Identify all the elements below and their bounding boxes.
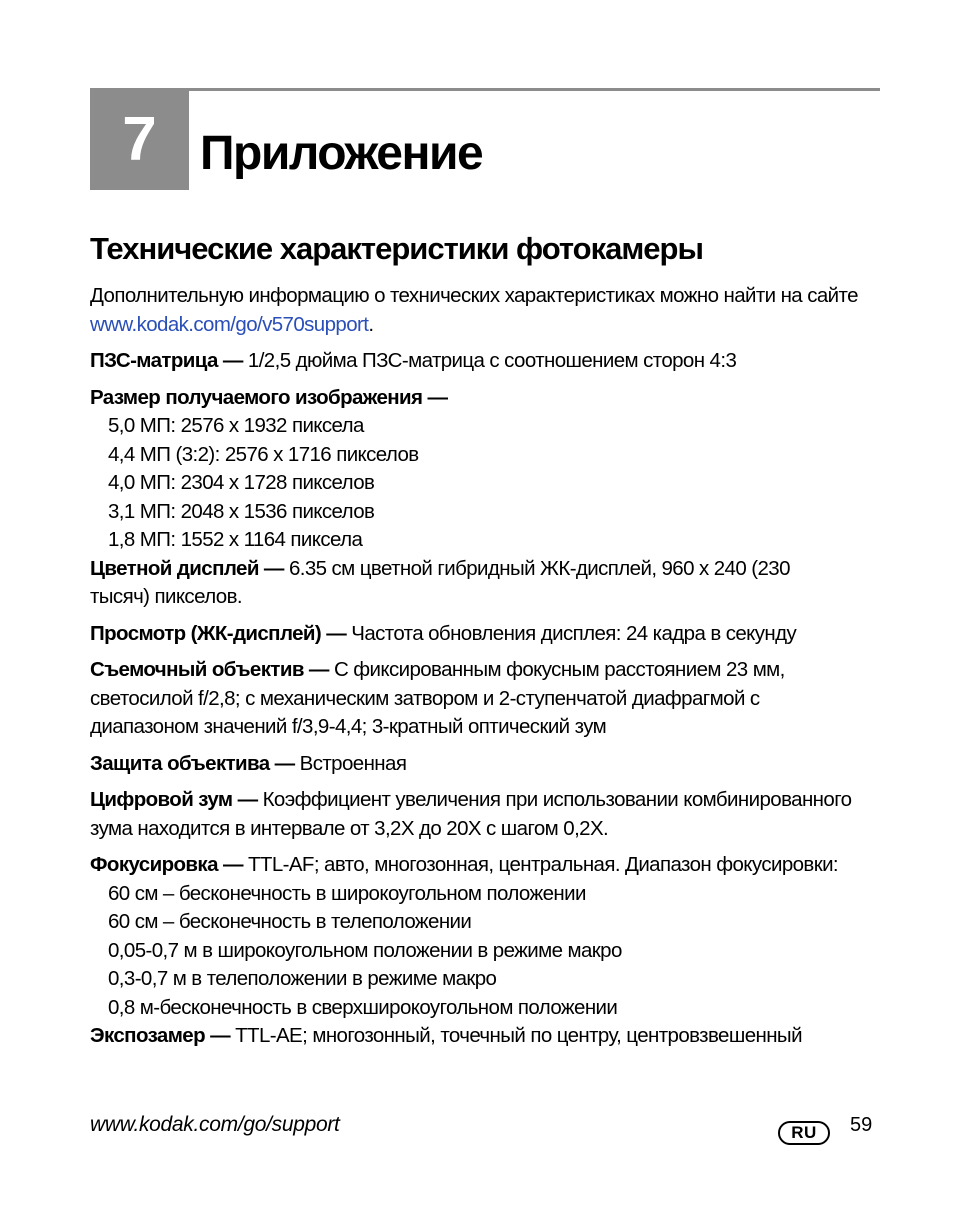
image-size-list	[90, 412, 890, 555]
spec-desc: 1/2,5 дюйма ПЗС-матрица с соотношением сторон 4:3	[242, 349, 737, 372]
spec-desc: Встроенная	[294, 751, 407, 775]
spec-term: Размер получаемого изображения —	[90, 385, 448, 409]
list-item: 5,0 МП: 2576 x 1932 пиксела	[108, 414, 364, 437]
focus-range-list	[90, 880, 890, 1023]
spec-term: Экспозамер —	[90, 1024, 231, 1047]
spec-term: Защита объектива —	[90, 751, 295, 775]
spec-desc: С фиксированным фокусным расстоянием 23 мм, светосилой f/2,8; с механическим затвором и 2-ступенчатой диафрагмой с диапазоном значений f/3,9-4,4; 3-кратный оптический зум	[90, 658, 785, 738]
spec-focus	[90, 851, 890, 880]
intro-text-end: .	[368, 312, 374, 336]
spec-content	[90, 282, 890, 1059]
chapter-number-box	[90, 88, 189, 190]
spec-metering	[90, 1022, 890, 1051]
footer-url[interactable]: www.kodak.com/go/support	[90, 1113, 340, 1136]
language-code: RU	[791, 1123, 817, 1142]
page-number: 59	[850, 1114, 873, 1136]
list-item: 1,8 МП: 1552 x 1164 пиксела	[108, 528, 363, 551]
spec-desc: Коэффициент увеличения при использовании комбинированного зума находится в интервале от 3,2X до 20X с шагом 0,2X.	[90, 788, 852, 840]
spec-desc: TTL-AE; многозонный, точечный по центру, центровзвешенный	[230, 1024, 802, 1047]
list-item: 4,4 МП (3:2): 2576 x 1716 пикселов	[108, 442, 419, 466]
intro-paragraph	[90, 282, 890, 339]
list-item: 0,8 м-бесконечность в сверхширокоугольном положении	[108, 995, 618, 1019]
list-item: 3,1 МП: 2048 x 1536 пикселов	[108, 499, 375, 523]
chapter-number: 7	[122, 104, 157, 174]
list-item: 4,0 МП: 2304 x 1728 пикселов	[108, 471, 375, 494]
language-badge	[778, 1121, 830, 1145]
spec-lens	[90, 656, 830, 742]
spec-term: Съемочный объектив —	[90, 658, 329, 681]
list-item: 0,05-0,7 м в широкоугольном положении в режиме макро	[108, 938, 622, 962]
spec-preview	[90, 620, 890, 649]
section-title: Технические характеристики фотокамеры	[90, 231, 703, 266]
spec-desc: TTL-AF; авто, многозонная, центральная. Диапазон фокусировки:	[242, 853, 839, 876]
spec-lens-protection	[90, 750, 890, 779]
spec-term: Цифровой зум —	[90, 788, 258, 811]
list-item: 0,3-0,7 м в телеположении в режиме макро	[108, 967, 497, 990]
top-rule	[90, 88, 880, 91]
spec-image-size	[90, 384, 890, 413]
spec-term: Просмотр (ЖК-дисплей) —	[90, 621, 347, 645]
spec-desc: Частота обновления дисплея: 24 кадра в секунду	[346, 621, 797, 645]
spec-term: Цветной дисплей —	[90, 556, 284, 580]
spec-digital-zoom	[90, 786, 890, 843]
spec-desc: 6.35 см цветной гибридный ЖК-дисплей, 960 x 240 (230 тысяч) пикселов.	[90, 556, 790, 608]
spec-ccd	[90, 347, 890, 376]
support-link[interactable]: www.kodak.com/go/v570support	[90, 312, 369, 336]
spec-display	[90, 555, 790, 612]
intro-text: Дополнительную информацию о технических характеристиках можно найти на сайте	[90, 284, 858, 307]
spec-term: ПЗС-матрица —	[90, 349, 243, 372]
chapter-title: Приложение	[200, 127, 483, 180]
list-item: 60 см – бесконечность в широкоугольном положении	[108, 881, 586, 905]
spec-term: Фокусировка —	[90, 853, 243, 876]
list-item: 60 см – бесконечность в телеположении	[108, 910, 472, 933]
